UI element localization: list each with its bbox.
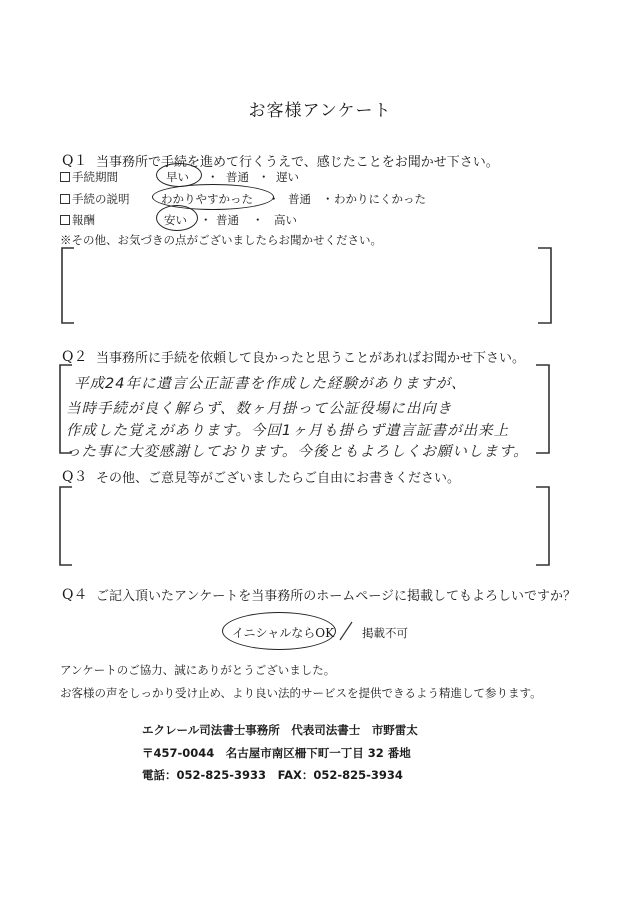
q1-right-bracket: [538, 248, 551, 323]
q1-row-3-option-2[interactable]: 普通: [216, 213, 239, 227]
q1-row-1-option-1[interactable]: 早い: [166, 170, 189, 184]
q4-option-initials-ok[interactable]: イニシャルならOK: [232, 626, 335, 640]
q4-label: Q４: [62, 587, 88, 603]
page-title: お客様アンケート: [248, 101, 392, 121]
q2-label: Q２: [62, 349, 88, 365]
q1-row-2-name: 手続の説明: [72, 192, 130, 206]
q1-row-2-option-3[interactable]: わかりにくかった: [334, 192, 426, 206]
separator-dot: ・: [252, 213, 264, 227]
q4-option-no-publish[interactable]: 掲載不可: [362, 626, 408, 640]
separator-dot: ・: [268, 192, 280, 206]
q3-label: Q３: [62, 469, 88, 485]
separator-dot: ・: [200, 213, 212, 227]
q2-answer-line-4: った事に大変感謝しております。今後ともよろしくお願いします。: [66, 444, 529, 460]
separator-dot: ・: [258, 170, 270, 184]
q1-row-2-option-2[interactable]: 普通: [288, 192, 311, 206]
q1-row-1-option-2[interactable]: 普通: [226, 170, 249, 184]
separator-dot: ・: [207, 170, 219, 184]
q1-row-1-name: 手続期間: [72, 170, 118, 184]
thanks-line-2: お客様の声をしっかり受け止め、より良い法的サービスを提供できるよう精進して参ります。: [60, 686, 542, 700]
q3-right-bracket: [536, 487, 549, 565]
q2-answer-line-3: 作成した覚えがあります。今回1ヶ月も掛らず遺言証書が出来上: [66, 423, 510, 439]
office-contact: 電話：052-825-3933 FAX：052-825-3934: [142, 768, 403, 782]
q1-label: Q１: [62, 153, 88, 169]
q2-text: 当事務所に手続を依頼して良かったと思うことがあればお聞かせ下さい。: [96, 351, 526, 366]
separator-dot: ・: [322, 192, 334, 206]
q1-text: 当事務所で手続を進めて行くうえで、感じたことをお聞かせ下さい。: [96, 155, 499, 170]
q2-right-bracket: [536, 365, 549, 453]
q4-slash: [340, 622, 352, 640]
selection-circle: [222, 612, 336, 650]
q3-text: その他、ご意見等がございましたらご自由にお書きください。: [96, 471, 461, 486]
thanks-line-1: アンケートのご協力、誠にありがとうございました。: [60, 663, 336, 677]
q1-row-3-option-3[interactable]: 高い: [274, 213, 297, 227]
q2-answer-line-1: 平成24年に遺言公正証書を作成した経験がありますが、: [74, 376, 467, 392]
office-address: 〒457-0044 名古屋市南区柵下町一丁目 32 番地: [142, 746, 411, 760]
q3-left-bracket: [60, 487, 72, 565]
office-name: エクレール司法書士事務所 代表司法書士 市野雷太: [142, 723, 418, 737]
q1-left-bracket: [62, 248, 74, 323]
q1-row-3-name: 報酬: [72, 213, 95, 227]
q1-row-1-option-3[interactable]: 遅い: [276, 170, 299, 184]
q1-note: ※その他、お気づきの点がございましたらお聞かせください。: [60, 233, 382, 247]
q1-row-2-option-1[interactable]: わかりやすかった: [161, 192, 253, 206]
q2-answer-line-2: 当時手続が良く解らず、数ヶ月掛って公証役場に出向き: [66, 401, 453, 417]
q1-row-3-option-1[interactable]: 安い: [164, 213, 187, 227]
q4-text: ご記入頂いたアンケートを当事務所のホームページに掲載してもよろしいですか？: [96, 589, 576, 604]
